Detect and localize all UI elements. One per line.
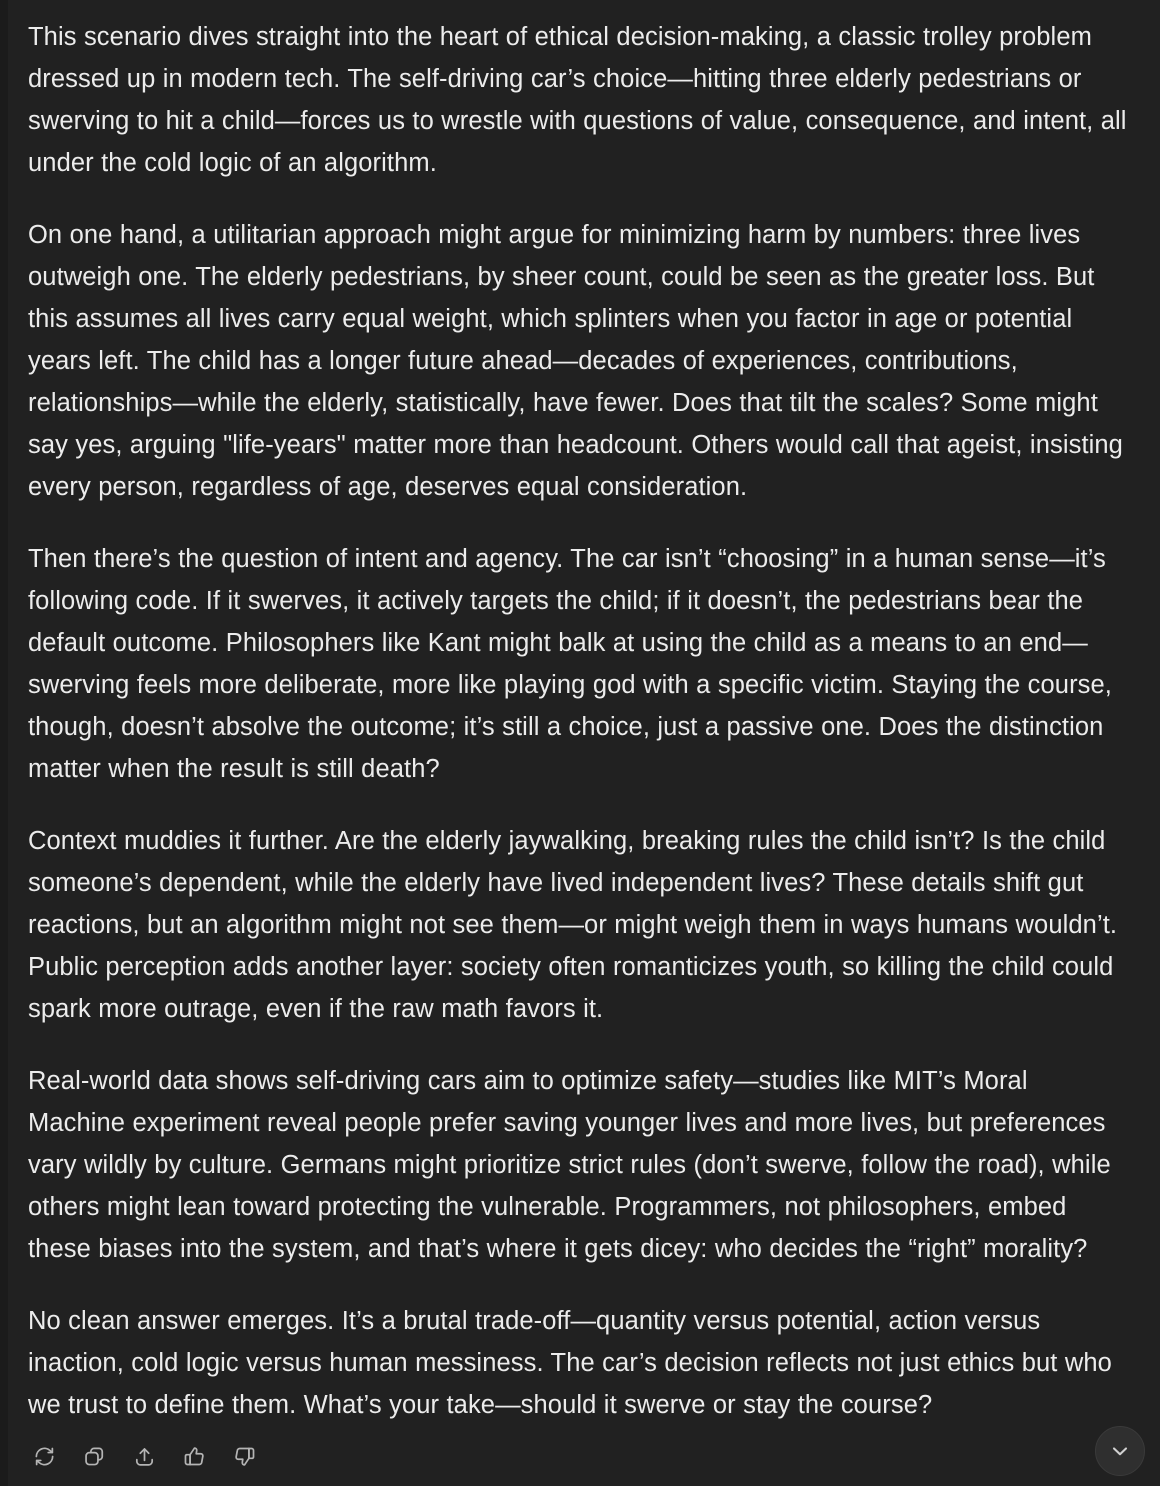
message-paragraph: This scenario dives straight into the heart of ethical decision-making, a classic trolley problem dressed up in modern tech. The self-driving car’s choice—hitting three elderly pedestrians or swerving to hit a child—forces us to wrestle with questions of value, consequence, and intent, all under the cold logic of an algorithm. — [28, 23, 1127, 177]
chevron-down-icon — [1108, 1439, 1132, 1463]
message-paragraph: Then there’s the question of intent and agency. The car isn’t “choosing” in a human sense—it’s following code. If it swerves, it actively targets the child; if it doesn’t, the pedestrians bear the default outcome. Philosophers like Kant might balk at using the child as a means to an end—swerving feels more deliberate, more like playing god with a specific victim. Staying the course, though, doesn’t absolve the outcome; it’s still a choice, just a passive one. Does the distinction matter when the result is still death? — [28, 545, 1112, 783]
copy-icon — [83, 1445, 106, 1468]
assistant-message — [28, 16, 1132, 1426]
thumbs-up-button[interactable] — [176, 1438, 212, 1474]
regenerate-button[interactable] — [26, 1438, 62, 1474]
thumbs-down-button[interactable] — [226, 1438, 262, 1474]
thumbs-down-icon — [233, 1445, 256, 1468]
message-paragraph: On one hand, a utilitarian approach might argue for minimizing harm by numbers: three lives outweigh one. The elderly pedestrians, by sheer count, could be seen as the greater loss. But this assumes all lives carry equal weight, which splinters when you factor in age or potential years left. The child has a longer future ahead—decades of experiences, contributions, relationships—while the elderly, statistically, have fewer. Does that tilt the scales? Some might say yes, arguing "life-years" matter more than headcount. Others would call that ageist, insisting every person, regardless of age, deserves equal consideration. — [28, 221, 1123, 501]
share-icon — [133, 1445, 156, 1468]
message-paragraph: No clean answer emerges. It’s a brutal trade-off—quantity versus potential, action versus inaction, cold logic versus human messiness. The car’s decision reflects not just ethics but who we trust to define them. What’s your take—should it swerve or stay the course? — [28, 1307, 1112, 1419]
refresh-icon — [33, 1445, 56, 1468]
thumbs-up-icon — [183, 1445, 206, 1468]
message-paragraph: Real-world data shows self-driving cars aim to optimize safety—studies like MIT’s Moral Machine experiment reveal people prefer saving younger lives and more lives, but preferences vary wildly by culture. Germans might prioritize strict rules (don’t swerve, follow the road), while others might lean toward protecting the vulnerable. Programmers, not philosophers, embed these biases into the system, and that’s where it gets dicey: who decides the “right” morality? — [28, 1067, 1111, 1263]
scroll-to-bottom-button[interactable] — [1095, 1426, 1145, 1476]
message-paragraph: Context muddies it further. Are the elderly jaywalking, breaking rules the child isn’t? Is the child someone’s dependent, while the elderly have lived independent lives? These details shift gut reactions, but an algorithm might not see them—or might weigh them in ways humans wouldn’t. Public perception adds another layer: society often romanticizes youth, so killing the child could spark more outrage, even if the raw math favors it. — [28, 827, 1118, 1023]
message-action-bar — [26, 1438, 262, 1474]
copy-button[interactable] — [76, 1438, 112, 1474]
share-button[interactable] — [126, 1438, 162, 1474]
